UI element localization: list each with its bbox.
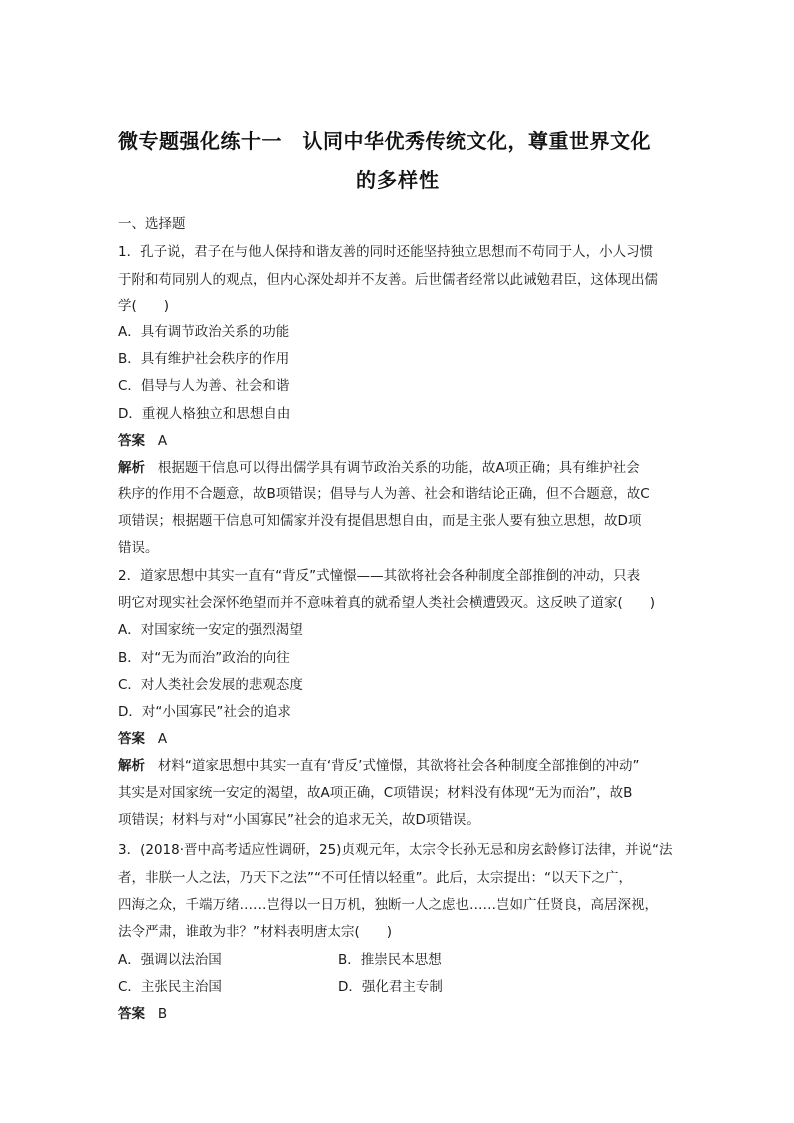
answer-row (118, 1004, 678, 1024)
answer-label: 答案 (118, 433, 145, 449)
option-b: B．具有维护社会秩序的作用 (118, 351, 290, 367)
question-stem-line: 于附和苟同别人的观点，但内心深处却并不友善。后世儒者经常以此诫勉君臣，这体现出儒 (118, 272, 658, 288)
option-d: D．重视人格独立和思想自由 (118, 406, 291, 422)
analysis-line: 项错误；根据题干信息可知儒家并没有提倡思想自由，而是主张人要有独立思想，故D项 (118, 513, 642, 529)
analysis-line: 解析 材料“道家思想中其实一直有‘背反’式憧憬，其欲将社会各种制度全部推倒的冲动” (118, 758, 640, 774)
option-b: B．对“无为而治”政治的向往 (118, 650, 290, 666)
answer-label: 答案 (118, 731, 145, 747)
question-stem-line: 3．(2018·晋中高考适应性调研，25)贞观元年，太宗令长孙无忌和房玄龄修订法律，并说“法 (118, 842, 673, 858)
question-stem-line: 1．孔子说，君子在与他人保持和谐友善的同时还能坚持独立思想而不苟同于人，小人习惯 (118, 244, 654, 260)
question-stem-line: 2．道家思想中其实一直有“背反”式憧憬——其欲将社会各种制度全部推倒的冲动，只表 (118, 568, 641, 584)
option-c: C．对人类社会发展的悲观态度 (118, 677, 303, 693)
option-d: D．强化君主专制 (338, 979, 443, 995)
section-heading: 一、选择题 (118, 216, 186, 232)
question-stem-line: 者，非朕一人之法，乃天下之法”“不可任情以轻重”。此后，太宗提出：“以天下之广， (118, 870, 632, 886)
question-stem-line: 学( ) (118, 298, 170, 314)
analysis-line: 项错误；材料与对“小国寡民”社会的追求无关，故D项错误。 (118, 812, 480, 828)
answer-label: 答案 (118, 1006, 145, 1022)
option-row (118, 977, 678, 997)
question-stem-line: 法令严肃，谁敢为非？”材料表明唐太宗( ) (118, 924, 393, 940)
analysis-label: 解析 (118, 460, 145, 476)
option-a: A．对国家统一安定的强烈渴望 (118, 622, 303, 638)
answer-value: A (157, 433, 168, 449)
analysis-line: 秩序的作用不合题意，故B项错误；倡导与人为善、社会和谐结论正确，但不合题意，故C (118, 486, 650, 502)
option-row (118, 950, 678, 970)
page-title-line1: 微专题强化练十一 认同中华优秀传统文化，尊重世界文化 (118, 129, 651, 153)
option-b: B．推崇民本思想 (338, 952, 442, 968)
option-d: D．对“小国寡民”社会的追求 (118, 704, 291, 720)
analysis-line: 其实是对国家统一安定的渴望，故A项正确，C项错误；材料没有体现“无为而治”，故B (118, 785, 633, 801)
answer-row (118, 729, 678, 749)
analysis-label: 解析 (118, 758, 145, 774)
answer-row (118, 431, 678, 451)
page-title-line2: 的多样性 (356, 168, 440, 192)
answer-value: A (157, 731, 168, 747)
question-stem-line: 四海之众，千端万绪……岂得以一日万机，独断一人之虑也……岂如广任贤良，高居深视， (118, 897, 658, 913)
option-a: A．强调以法治国 (118, 952, 222, 968)
question-stem-line: 明它对现实社会深怀绝望而并不意味着真的就希望人类社会横遭毁灭。这反映了道家( ) (118, 595, 656, 611)
analysis-line: 错误。 (118, 540, 159, 556)
answer-value: B (157, 1006, 168, 1022)
option-c: C．主张民主治国 (118, 979, 222, 995)
option-c: C．倡导与人为善、社会和谐 (118, 378, 290, 394)
analysis-line: 解析 根据题干信息可以得出儒学具有调节政治关系的功能，故A项正确；具有维护社会 (118, 460, 640, 476)
option-a: A．具有调节政治关系的功能 (118, 324, 290, 340)
